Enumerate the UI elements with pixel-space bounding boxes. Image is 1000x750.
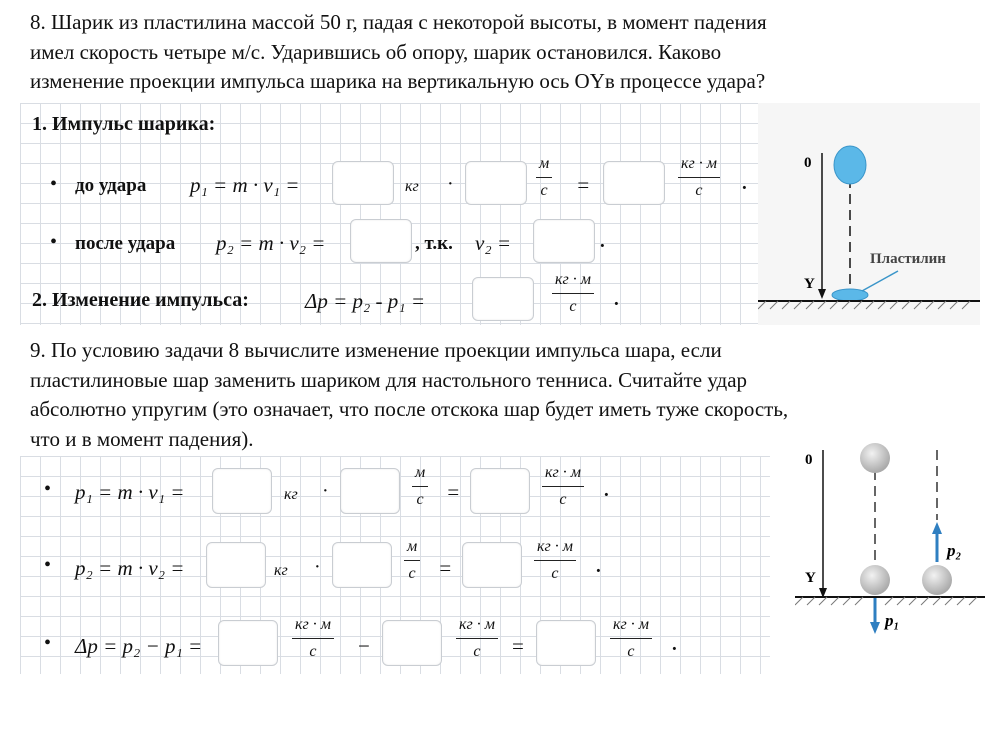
y-label: Y (804, 276, 815, 292)
period: . (614, 289, 619, 310)
unit-kg: кг (274, 562, 288, 579)
change-heading: 2. Изменение импульса: (32, 289, 249, 311)
zero-label: 0 (805, 452, 813, 468)
dp-formula: Δp = p₂ − p₁ = (75, 634, 203, 658)
period: . (596, 556, 601, 577)
dp-result-box[interactable] (536, 620, 596, 666)
task9-line-1: 9. По условию задачи 8 вычислите изменение проекции импульса шара, если (30, 338, 722, 362)
unit-kg: кг (284, 486, 298, 503)
v2-answer-box[interactable] (533, 219, 595, 263)
ball-top-icon (860, 443, 890, 473)
equals-sign: = (446, 480, 461, 504)
unit-kgm-per-s: кг · м с (678, 155, 720, 200)
v1-answer-box[interactable] (340, 468, 400, 514)
p2-value-box[interactable] (218, 620, 278, 666)
before-impact-label: до удара (75, 175, 147, 196)
task8-line-3: изменение проекции импульса шарика на вертикальную ось OYв процессе удара? (30, 69, 766, 93)
period: . (742, 173, 747, 194)
plasticine-figure (758, 103, 980, 325)
v2-label: v₂ = (475, 231, 512, 255)
unit-kgm-per-s: кг · м с (292, 616, 334, 661)
bullet: • (50, 231, 58, 253)
p2-answer-box[interactable] (206, 542, 266, 588)
v1-answer-box[interactable] (465, 161, 527, 205)
ball-impact-icon (860, 565, 890, 595)
equals-sign: = (438, 556, 453, 580)
plasticine-label: Пластилин (870, 251, 946, 267)
unit-kgm-per-s: кг · м с (456, 616, 498, 661)
minus-sign: − (358, 634, 370, 658)
bullet: • (44, 632, 52, 654)
bullet: • (44, 478, 52, 500)
equals-sign: = (512, 634, 524, 658)
multiply-sign: · (447, 173, 454, 195)
dp-formula: Δp = p₂ - p₁ = (305, 289, 426, 313)
p2-formula: p₂ = m · v₂ = (75, 556, 185, 580)
unit-kgm-per-s: кг · м с (534, 538, 576, 583)
p1-answer-box[interactable] (212, 468, 272, 514)
after-impact-label: после удара (75, 233, 176, 254)
p1-formula: p₁ = m · v₁ = (75, 480, 185, 504)
p2-arrowhead (932, 522, 942, 534)
task8-line-1: 8. Шарик из пластилина массой 50 г, падая с некоторой высоты, в момент падения (30, 10, 767, 34)
task8-worksheet (20, 103, 760, 325)
y-label: Y (805, 570, 816, 586)
impulse-heading: 1. Импульс шарика: (32, 113, 216, 135)
unit-m-per-s: м с (412, 464, 428, 509)
task9-line-4: что и в момент падения). (30, 426, 254, 451)
p1-vector-label: p₁ (885, 611, 900, 630)
period: . (672, 634, 677, 655)
zero-label: 0 (804, 155, 812, 171)
equals-sign: = (576, 173, 591, 197)
p1-arrowhead (870, 622, 880, 634)
bullet: • (50, 173, 58, 195)
unit-kgm-per-s: кг · м с (552, 271, 594, 316)
task9-line-2: пластилиновые шар заменить шариком для настольного тенниса. Считайте удар (30, 367, 748, 392)
task8-line-2: имел скорость четыре м/с. Ударившись об опору, шарик остановился. Каково (30, 39, 722, 64)
p2-formula: p₂ = m · v₂ = (216, 231, 326, 255)
p1-formula: p₁ = m · v₁ = (190, 173, 300, 197)
figure-background (758, 103, 980, 325)
ground-hatching (795, 597, 977, 605)
task8-text (30, 8, 767, 97)
unit-m-per-s: м с (404, 538, 420, 583)
p2-answer-box[interactable] (350, 219, 412, 263)
multiply-sign: · (314, 556, 321, 578)
task9-worksheet (20, 456, 770, 674)
p1-result-box[interactable] (470, 468, 530, 514)
unit-kgm-per-s: кг · м с (610, 616, 652, 661)
v2-answer-box[interactable] (332, 542, 392, 588)
p2-result-box[interactable] (462, 542, 522, 588)
task9-text (30, 336, 788, 454)
tennis-ball-figure (795, 440, 985, 640)
multiply-sign: · (322, 480, 329, 502)
p2-vector-label: p₂ (947, 541, 962, 560)
unit-m-per-s: м с (536, 155, 552, 200)
p1-result-box[interactable] (603, 161, 665, 205)
bullet: • (44, 554, 52, 576)
p1-answer-box[interactable] (332, 161, 394, 205)
unit-kgm-per-s: кг · м с (542, 464, 584, 509)
tk-label: , т.к. (415, 233, 453, 254)
period: . (600, 231, 605, 252)
period: . (604, 480, 609, 501)
dp-answer-box[interactable] (472, 277, 534, 321)
unit-kg: кг (405, 178, 419, 195)
ball-rebound-icon (922, 565, 952, 595)
ball-icon (834, 146, 866, 184)
p1-value-box[interactable] (382, 620, 442, 666)
task9-line-3: абсолютно упругим (это означает, что после отскока шар будет иметь туже скорость, (30, 397, 789, 421)
